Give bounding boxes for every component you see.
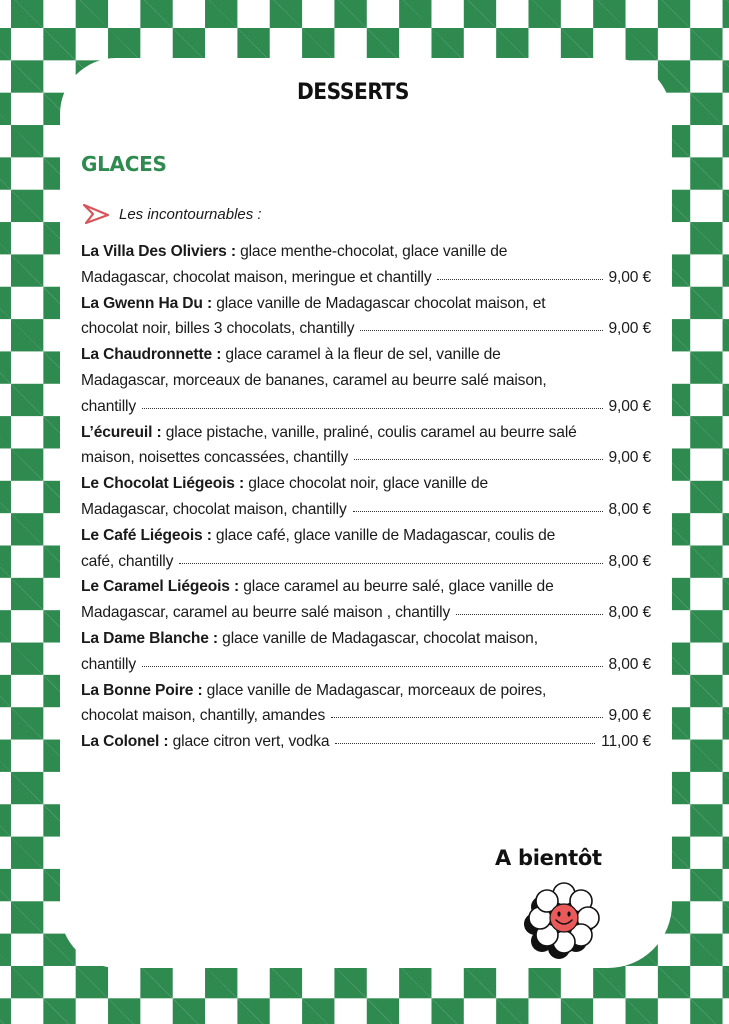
item-description: glace chocolat noir, glace vanille de: [244, 475, 489, 493]
smiley-flower-icon: [524, 880, 604, 960]
item-description: glace vanille de Madagascar, morceaux de poires,: [202, 681, 547, 699]
menu-item: [81, 729, 651, 755]
item-price: 11,00 €: [601, 733, 651, 751]
item-description: Madagascar, chocolat maison, chantilly: [81, 500, 347, 518]
item-price: 8,00 €: [608, 655, 651, 673]
item-price: 9,00 €: [608, 268, 651, 286]
item-price: 9,00 €: [608, 707, 651, 725]
item-name: Le Caramel Liégeois :: [81, 578, 240, 596]
subtitle-text: Les incontournables :: [119, 205, 262, 223]
item-name: La Gwenn Ha Du :: [81, 294, 213, 312]
item-price: 8,00 €: [608, 500, 651, 518]
dessert-list: [81, 239, 651, 755]
section-subtitle: [81, 202, 262, 226]
menu-item: [81, 342, 651, 419]
item-name: Le Café Liégeois :: [81, 526, 212, 544]
item-description: glace caramel au beurre salé, glace vanille de: [239, 578, 554, 596]
item-description: glace citron vert, vodka: [168, 733, 330, 751]
item-description: chantilly: [81, 655, 136, 673]
dot-leader: [179, 562, 602, 564]
farewell-text: A bientôt: [495, 846, 602, 870]
menu-item: [81, 523, 651, 575]
menu-item: [81, 291, 651, 343]
arrow-icon: [81, 202, 111, 226]
dot-leader: [142, 665, 603, 667]
item-description: glace vanille de Madagascar, chocolat maison,: [217, 629, 538, 647]
menu-item: [81, 626, 651, 678]
dot-leader: [142, 407, 603, 409]
item-description: glace caramel à la fleur de sel, vanille de: [221, 346, 501, 364]
item-name: La Villa Des Oliviers :: [81, 243, 236, 260]
item-description: glace pistache, vanille, praliné, coulis caramel au beurre salé: [161, 423, 577, 441]
menu-item: [81, 471, 651, 523]
item-name: La Dame Blanche :: [81, 629, 218, 647]
item-description: chantilly: [81, 397, 136, 415]
item-name: Le Chocolat Liégeois :: [81, 475, 245, 493]
dot-leader: [360, 329, 602, 331]
item-name: L’écureuil :: [81, 423, 162, 441]
item-name: La Chaudronnette :: [81, 346, 222, 364]
menu-card: [60, 58, 672, 968]
item-description: café, chantilly: [81, 552, 174, 570]
menu-item: [81, 678, 651, 730]
item-description: maison, noisettes concassées, chantilly: [81, 449, 349, 467]
item-description: glace café, glace vanille de Madagascar, coulis de: [211, 526, 556, 544]
menu-item: [81, 239, 651, 291]
dot-leader: [354, 458, 602, 460]
item-price: 9,00 €: [608, 320, 651, 338]
menu-item: [81, 420, 651, 472]
item-name: La Colonel :: [81, 733, 169, 751]
dot-leader: [456, 613, 602, 615]
dot-leader: [335, 742, 595, 744]
item-price: 9,00 €: [608, 397, 651, 415]
item-description: Madagascar, chocolat maison, meringue et chantilly: [81, 268, 432, 286]
item-description: glace menthe-chocolat, glace vanille de: [235, 243, 508, 260]
item-description: Madagascar, caramel au beurre salé maison , chantilly: [81, 604, 451, 622]
menu-item: [81, 574, 651, 626]
item-description: Madagascar, morceaux de bananes, caramel au beurre salé maison,: [81, 371, 547, 389]
item-description: glace vanille de Madagascar chocolat maison, et: [212, 294, 546, 312]
dot-leader: [331, 716, 602, 718]
section-title: GLACES: [81, 152, 167, 176]
item-price: 8,00 €: [608, 552, 651, 570]
dot-leader: [353, 510, 603, 512]
item-description: chocolat maison, chantilly, amandes: [81, 707, 326, 725]
item-description: chocolat noir, billes 3 chocolats, chantilly: [81, 320, 355, 338]
item-name: La Bonne Poire :: [81, 681, 203, 699]
item-price: 9,00 €: [608, 449, 651, 467]
item-price: 8,00 €: [608, 604, 651, 622]
dot-leader: [437, 278, 602, 280]
page-title: DESSERTS: [296, 80, 410, 105]
